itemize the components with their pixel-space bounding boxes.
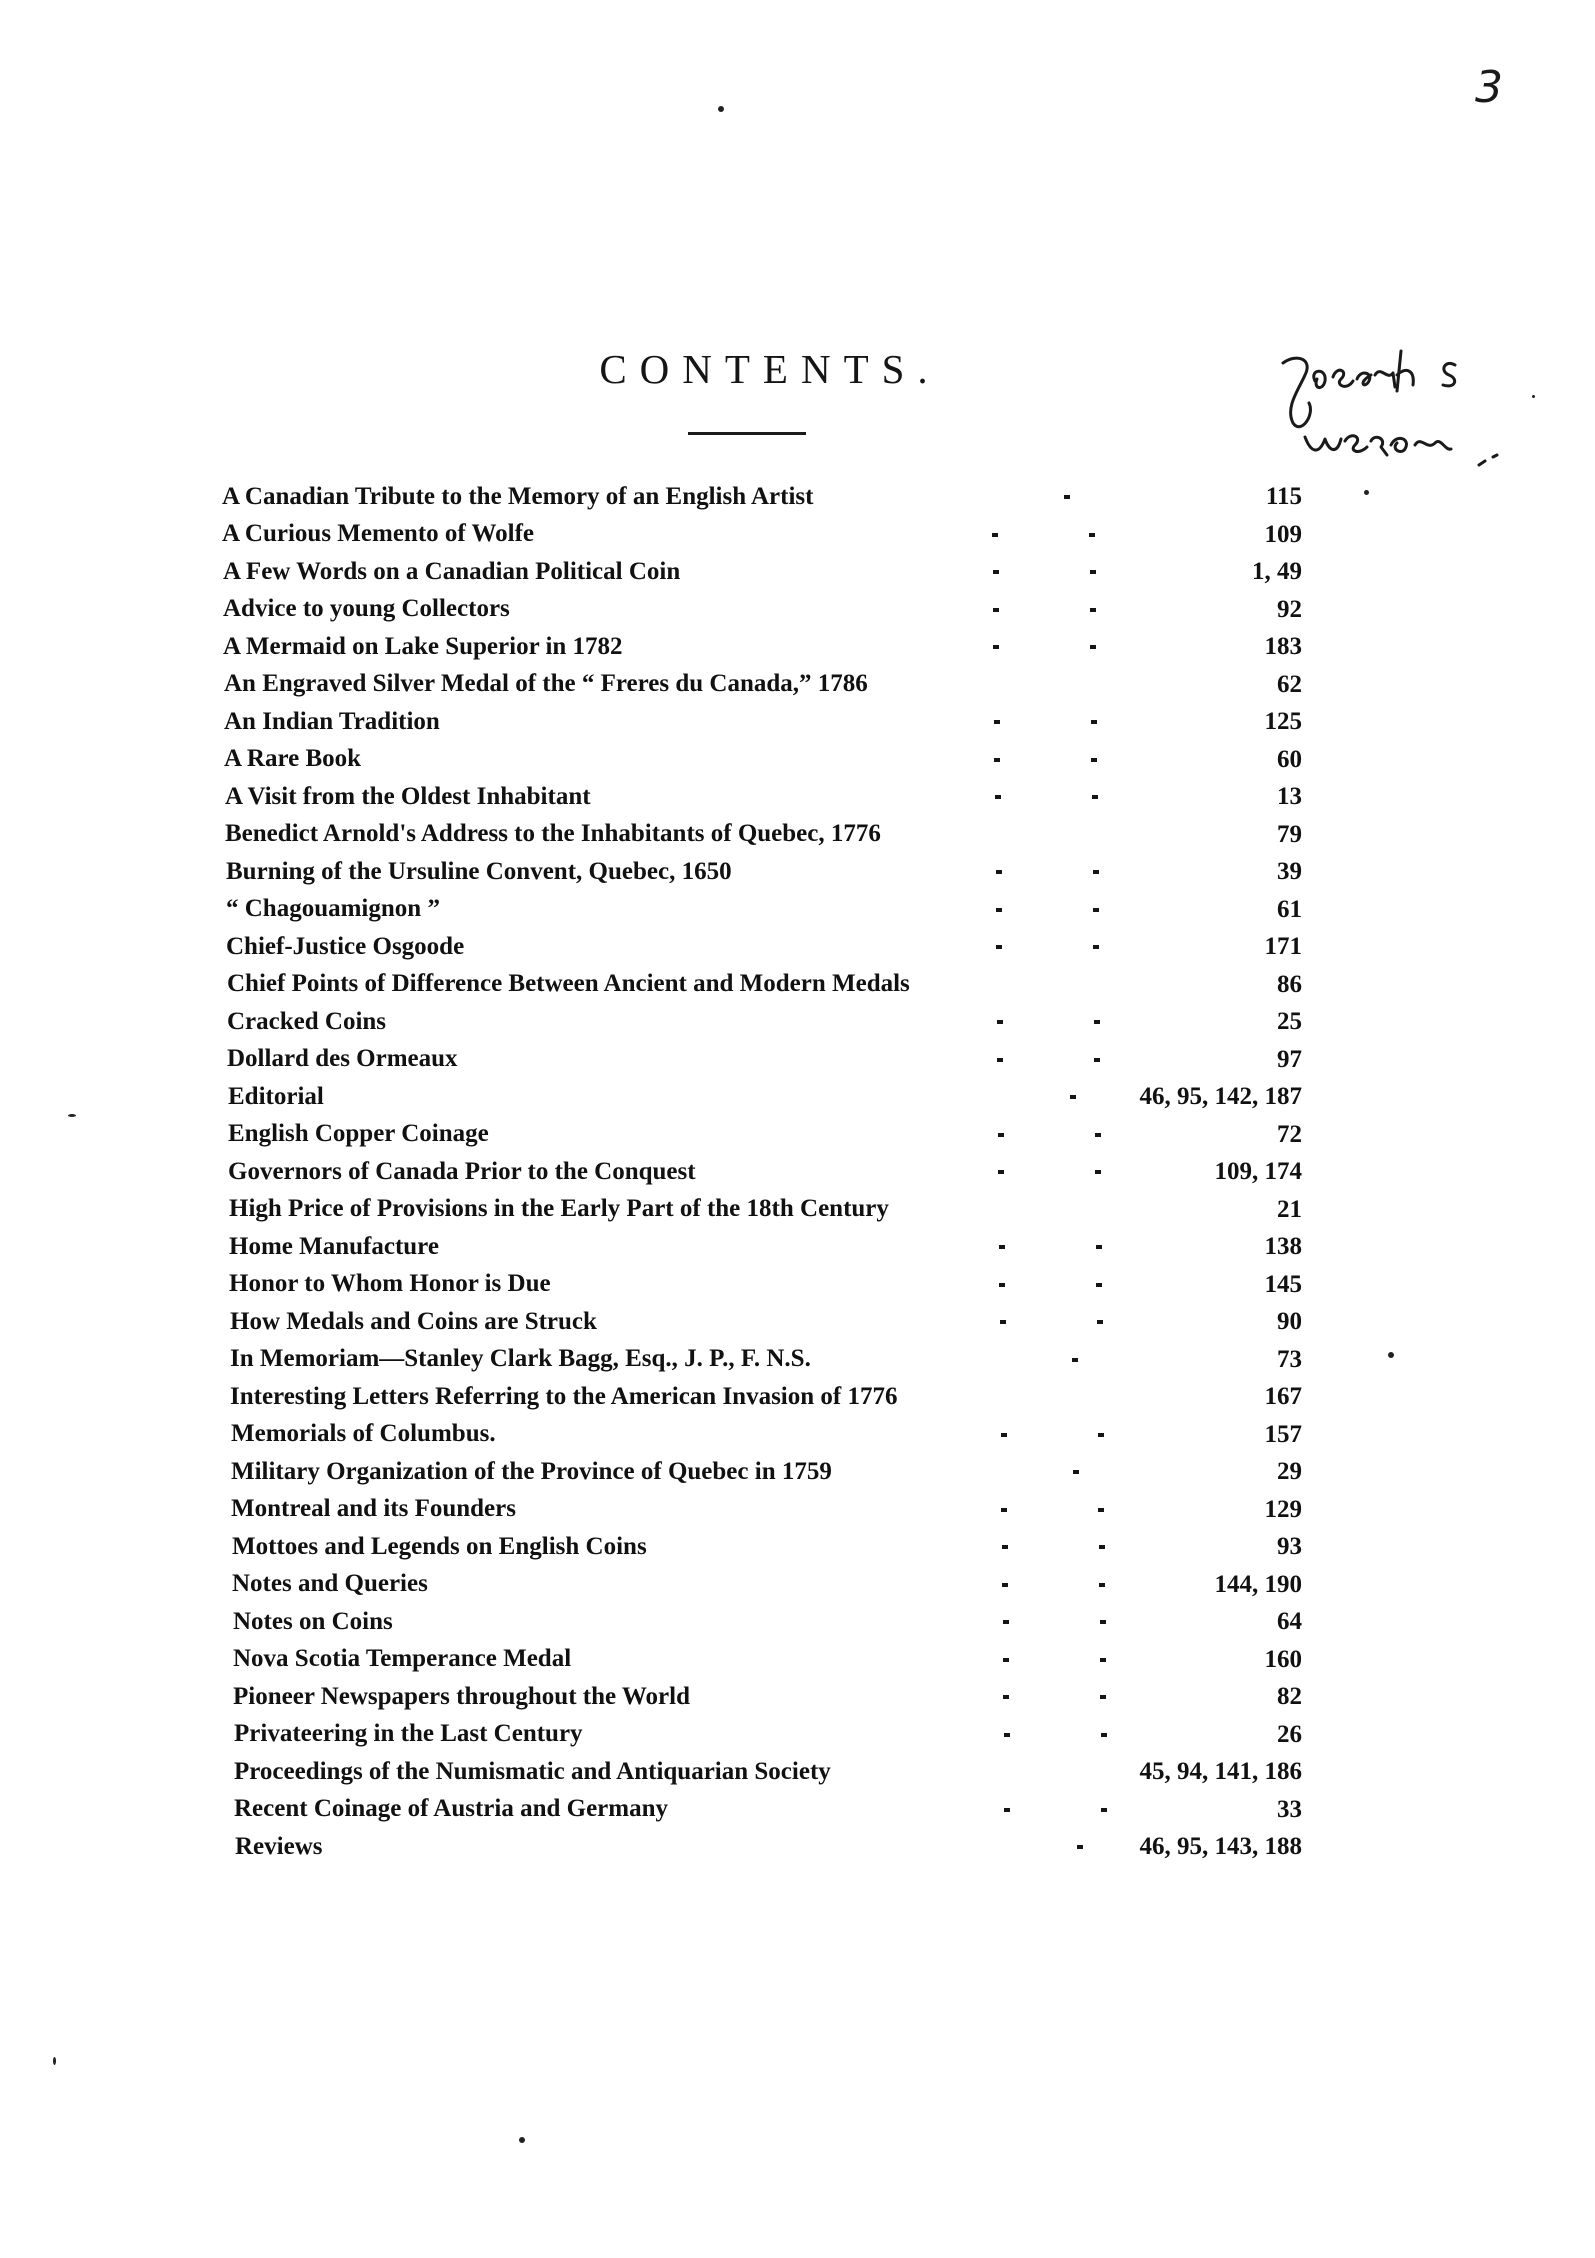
leader-dot	[1002, 1545, 1008, 1549]
entry-title: Mottoes and Legends on English Coins	[232, 1532, 647, 1560]
leader-dot	[1003, 1695, 1009, 1699]
entry-title: Cracked Coins	[227, 1007, 387, 1035]
leader-dot	[1004, 1808, 1010, 1812]
contents-entry	[233, 1603, 1302, 1641]
scan-speck	[68, 1114, 76, 1117]
leader-dot	[1090, 570, 1096, 574]
leader-dot	[1100, 1695, 1106, 1699]
entry-title: High Price of Provisions in the Early Part of the 18th Century	[229, 1195, 889, 1223]
scan-speck	[53, 2057, 56, 2065]
leader-dot	[998, 1170, 1004, 1174]
contents-entry	[222, 516, 1302, 554]
leader-dot	[996, 945, 1002, 949]
leader-dot	[1093, 945, 1099, 949]
leader-dot	[1096, 1283, 1102, 1287]
entry-title: Home Manufacture	[229, 1232, 439, 1260]
contents-entry	[228, 1116, 1302, 1154]
entry-page-numbers: 144, 190	[1214, 1570, 1302, 1598]
contents-entry	[223, 628, 1302, 666]
entry-page-numbers: 60	[1277, 745, 1302, 773]
leader-dot	[997, 1020, 1003, 1024]
contents-entry	[230, 1378, 1302, 1416]
leader-dot	[993, 570, 999, 574]
leader-dot	[1098, 1433, 1104, 1437]
contents-entry	[228, 1153, 1302, 1191]
entry-title: Governors of Canada Prior to the Conquest	[228, 1157, 696, 1185]
entry-title: A Canadian Tribute to the Memory of an English Artist	[222, 482, 814, 510]
entry-title: A Curious Memento of Wolfe	[222, 520, 535, 548]
entry-page-numbers: 183	[1264, 633, 1302, 660]
contents-entry	[224, 666, 1302, 704]
leader-dot	[994, 720, 1000, 724]
entry-title: A Visit from the Oldest Inhabitant	[225, 782, 591, 810]
leader-dot	[996, 908, 1002, 912]
contents-entry	[223, 591, 1302, 629]
leader-dot	[1003, 1658, 1009, 1662]
entry-page-numbers: 82	[1277, 1683, 1302, 1710]
leader-dot	[1092, 795, 1098, 799]
leader-dot	[1001, 1508, 1007, 1512]
leader-dot	[1003, 1620, 1009, 1624]
leader-dot	[1093, 870, 1099, 874]
entry-title: Montreal and its Founders	[231, 1495, 516, 1523]
leader-dot	[1089, 533, 1095, 537]
contents-entry	[225, 816, 1302, 854]
contents-entry	[231, 1453, 1302, 1491]
leader-dot	[1100, 1658, 1106, 1662]
contents-entry	[234, 1753, 1302, 1791]
leader-dot	[1099, 1545, 1105, 1549]
leader-dot	[1098, 1508, 1104, 1512]
entry-page-numbers: 1, 49	[1252, 558, 1302, 585]
scan-speck	[718, 106, 724, 112]
leader-dot	[992, 533, 998, 537]
contents-entry	[227, 966, 1302, 1004]
contents-entry	[229, 1191, 1302, 1229]
contents-entry	[227, 1003, 1302, 1041]
entry-page-numbers: 115	[1265, 483, 1302, 510]
leader-dot	[999, 1245, 1005, 1249]
contents-entry	[224, 703, 1302, 741]
leader-dot	[1095, 1170, 1101, 1174]
entry-page-numbers: 79	[1277, 820, 1302, 848]
leader-dot	[996, 870, 1002, 874]
entry-page-numbers: 39	[1277, 858, 1302, 885]
entry-page-numbers: 138	[1264, 1233, 1302, 1260]
entry-title: Pioneer Newspapers throughout the World	[233, 1682, 690, 1710]
contents-entry	[229, 1228, 1302, 1266]
entry-title: Burning of the Ursuline Convent, Quebec, 1650	[226, 857, 732, 885]
entry-page-numbers: 25	[1277, 1008, 1302, 1035]
entry-page-numbers: 109	[1264, 520, 1302, 548]
leader-dot	[1070, 1095, 1076, 1099]
leader-dot	[1004, 1733, 1010, 1737]
entry-title: Dollard des Ormeaux	[227, 1045, 458, 1073]
contents-entry	[222, 478, 1302, 516]
leader-dot	[1094, 1020, 1100, 1024]
leader-dot	[1101, 1808, 1107, 1812]
leader-dot	[1000, 1320, 1006, 1324]
scan-speck	[519, 2137, 525, 2143]
entry-title: Notes on Coins	[233, 1607, 393, 1635]
leader-dot	[1090, 645, 1096, 649]
contents-entry	[230, 1341, 1302, 1379]
entry-title: How Medals and Coins are Struck	[230, 1307, 597, 1335]
leader-dot	[1001, 1433, 1007, 1437]
entry-page-numbers: 29	[1277, 1458, 1302, 1485]
contents-entry	[226, 928, 1302, 966]
entry-title: Privateering in the Last Century	[234, 1720, 583, 1748]
entry-title: Military Organization of the Province of Quebec in 1759	[231, 1457, 832, 1485]
entry-page-numbers: 90	[1277, 1308, 1302, 1335]
entry-page-numbers: 73	[1277, 1345, 1302, 1373]
leader-dot	[994, 758, 1000, 762]
leader-dot	[998, 1133, 1004, 1137]
contents-entry	[226, 853, 1302, 891]
entry-page-numbers: 160	[1264, 1645, 1302, 1673]
leader-dot	[1097, 1320, 1103, 1324]
leader-dot	[1091, 720, 1097, 724]
entry-title: A Few Words on a Canadian Political Coin	[223, 557, 681, 585]
entry-page-numbers: 45, 94, 141, 186	[1139, 1758, 1302, 1785]
entry-title: Advice to young Collectors	[223, 595, 510, 623]
contents-entry	[235, 1828, 1302, 1866]
page-title: CONTENTS.	[599, 346, 941, 392]
contents-entry	[229, 1266, 1302, 1304]
page-number: 3	[1475, 62, 1503, 113]
entry-title: Honor to Whom Honor is Due	[229, 1270, 551, 1298]
leader-dot	[1096, 1245, 1102, 1249]
contents-entry	[225, 778, 1302, 816]
contents-list	[222, 478, 1302, 1866]
contents-entry	[234, 1791, 1302, 1829]
entry-title: Memorials of Columbus.	[231, 1420, 496, 1448]
entry-page-numbers: 129	[1264, 1495, 1302, 1523]
contents-entry	[233, 1641, 1302, 1679]
leader-dot	[1090, 608, 1096, 612]
handwritten-signature	[1275, 345, 1535, 495]
entry-title: An Engraved Silver Medal of the “ Freres du Canada,” 1786	[224, 670, 868, 698]
entry-title: Chief-Justice Osgoode	[226, 932, 465, 960]
leader-dot	[1095, 1133, 1101, 1137]
contents-entry	[224, 741, 1302, 779]
leader-dot	[995, 795, 1001, 799]
leader-dot	[1072, 1358, 1078, 1362]
entry-title: Recent Coinage of Austria and Germany	[234, 1795, 668, 1823]
leader-dot	[1002, 1583, 1008, 1587]
contents-entry	[233, 1678, 1302, 1716]
contents-entry	[228, 1078, 1302, 1116]
entry-title: Notes and Queries	[232, 1570, 428, 1598]
entry-title: Benedict Arnold's Address to the Inhabitants of Quebec, 1776	[225, 820, 881, 848]
leader-dot	[1077, 1845, 1083, 1849]
contents-entry	[232, 1566, 1302, 1604]
entry-page-numbers: 97	[1277, 1045, 1302, 1073]
entry-page-numbers: 167	[1264, 1383, 1302, 1410]
leader-dot	[1099, 1583, 1105, 1587]
contents-entry	[230, 1303, 1302, 1341]
entry-title: An Indian Tradition	[224, 707, 440, 735]
entry-page-numbers: 93	[1277, 1533, 1302, 1560]
entry-page-numbers: 46, 95, 142, 187	[1139, 1083, 1302, 1110]
contents-entry	[226, 891, 1302, 929]
entry-title: Nova Scotia Temperance Medal	[233, 1645, 572, 1673]
leader-dot	[1094, 1058, 1100, 1062]
contents-entry	[231, 1416, 1302, 1454]
contents-entry	[234, 1716, 1302, 1754]
entry-title: In Memoriam—Stanley Clark Bagg, Esq., J. P., F. N.S.	[230, 1345, 811, 1373]
entry-title: Chief Points of Difference Between Ancient and Modern Medals	[227, 970, 910, 998]
entry-page-numbers: 125	[1264, 708, 1302, 735]
leader-dots	[233, 1603, 1302, 1641]
leader-dot	[997, 1058, 1003, 1062]
entry-page-numbers: 109, 174	[1214, 1158, 1302, 1185]
leader-dot	[1093, 908, 1099, 912]
entry-page-numbers: 62	[1277, 670, 1302, 698]
leader-dot	[1100, 1620, 1106, 1624]
leader-dots	[224, 741, 1302, 779]
entry-page-numbers: 64	[1277, 1608, 1302, 1635]
entry-page-numbers: 26	[1277, 1720, 1302, 1748]
entry-title: Reviews	[235, 1832, 323, 1860]
entry-page-numbers: 92	[1277, 595, 1302, 623]
contents-entry	[227, 1041, 1302, 1079]
entry-page-numbers: 171	[1264, 933, 1302, 960]
entry-page-numbers: 157	[1264, 1420, 1302, 1448]
entry-page-numbers: 86	[1277, 970, 1302, 998]
entry-page-numbers: 61	[1277, 895, 1302, 923]
entry-title: Proceedings of the Numismatic and Antiquarian Society	[234, 1757, 831, 1785]
entry-title: Interesting Letters Referring to the American Invasion of 1776	[230, 1382, 898, 1410]
leader-dot	[1101, 1733, 1107, 1737]
leader-dot	[993, 645, 999, 649]
leader-dot	[999, 1283, 1005, 1287]
entry-page-numbers: 46, 95, 143, 188	[1139, 1833, 1302, 1860]
entry-title: A Mermaid on Lake Superior in 1782	[223, 632, 623, 660]
scan-speck	[1388, 1352, 1394, 1358]
entry-page-numbers: 145	[1264, 1270, 1302, 1298]
title-rule	[688, 432, 806, 435]
entry-page-numbers: 33	[1277, 1795, 1302, 1823]
leader-dot	[1073, 1470, 1079, 1474]
leader-dots	[227, 1003, 1302, 1041]
contents-entry	[231, 1491, 1302, 1529]
leader-dot	[1064, 495, 1070, 499]
leader-dot	[1091, 758, 1097, 762]
contents-entry	[232, 1528, 1302, 1566]
entry-title: Editorial	[228, 1082, 324, 1110]
entry-title: A Rare Book	[224, 745, 362, 773]
entry-page-numbers: 21	[1277, 1195, 1302, 1223]
entry-title: “ Chagouamignon ”	[226, 895, 440, 923]
contents-entry	[223, 553, 1302, 591]
entry-page-numbers: 13	[1277, 783, 1302, 810]
entry-page-numbers: 72	[1277, 1120, 1302, 1148]
leader-dot	[993, 608, 999, 612]
entry-title: English Copper Coinage	[228, 1120, 489, 1148]
